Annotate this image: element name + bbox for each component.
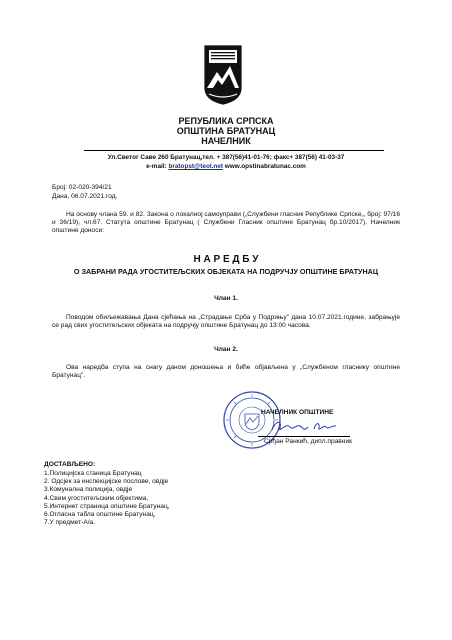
header-office: НАЧЕЛНИК [201,136,251,146]
document-number: Број: 02-020-394/21 [52,184,112,191]
distribution-item: 1.Полицијска станица Братунац [44,470,142,477]
header-republic: РЕПУБЛИКА СРПСКА [178,116,274,126]
article-1-heading: Члан 1. [214,295,238,302]
article-2-text: Ова наредба ступа на снагу даном доношења и биће објављена у „Службеном гласнику општине Братунац”. [52,364,400,380]
document-title: Н А Р Е Д Б У [193,254,259,265]
distribution-item: 5.Интернет страница општине Братунац, [44,502,170,510]
article-2-heading: Члан 2. [214,346,238,353]
signatory-name: Срђан Ранкић, дипл.правник [264,438,353,445]
distribution-list [44,470,170,527]
document-date: Дана, 06.07.2021.год. [52,193,118,200]
distribution-item: 6.Огласна табла општине Братунац, [44,511,156,519]
handwritten-signature [270,418,342,436]
email-link[interactable]: bratopst@teol.net [168,163,224,170]
signature-line [258,436,350,437]
header-municipality: ОПШТИНА БРАТУНАЦ [176,126,276,136]
document-subtitle: О ЗАБРАНИ РАДА УГОСТИТЕЉСКИХ ОБЈЕКАТА НА ПОДРУЧЈУ ОПШТИНЕ БРАТУНАЦ [73,267,379,276]
distribution-item: 3.Комунална полиција, овдје [44,486,133,494]
distribution-heading: ДОСТАВЉЕНО: [44,461,96,468]
header-rule [84,150,384,151]
website-link[interactable]: www.opstinabratunac.com [223,163,306,170]
distribution-item: 2. Одсјек за инспекцијске послове, овдје [44,478,169,486]
contact-line [0,163,452,171]
distribution-item: 4.Свим угоститељским објектима, [44,494,149,502]
contact-address: Ул.Светог Саве 260 Братунац,тел. + 387(56)41-01-76; факс+ 387(56) 41-03-37 [107,154,345,161]
article-1-text: Поводом обиљежавања Дана сјећања на „Страдање Срба у Подрињу” дана 10.07.2021.године, забрањује се рад свих угоститељских објеката на подручју општине Братунац до 13:00 часова. [52,314,400,330]
distribution-item: 7.У предмет-А/а. [44,519,96,527]
signatory-title: НАЧЕЛНИК ОПШТИНЕ [261,409,334,416]
preamble: На основу члана 59. и 82. Закона о локалној самоуправи („Службени гласник Републике Српске„, број: 97/16 и 36/19), чл.67. Статута општине Братунац ( Службени Гласник општине Братунац бр.10/2017), Начелник општине доноси: [52,211,400,235]
municipality-crest-icon [203,44,243,106]
email-label: e-mail: [146,163,169,170]
